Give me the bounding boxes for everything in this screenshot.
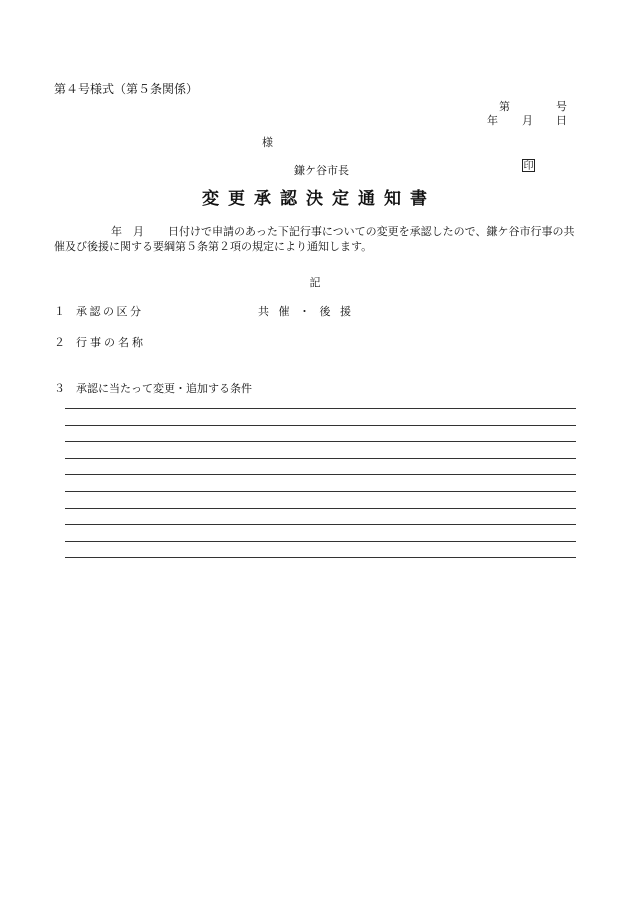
notice-body bbox=[54, 224, 580, 254]
item-label: 承認に当たって変更・追加する条件 bbox=[76, 382, 252, 395]
body-month: 月 bbox=[133, 225, 144, 238]
approval-choices: 共 催 ・ 後 援 bbox=[258, 305, 354, 318]
writing-line bbox=[65, 441, 576, 458]
doc-number-suffix: 号 bbox=[556, 100, 567, 113]
form-id: 第４号様式（第５条関係） bbox=[54, 82, 199, 96]
document-number bbox=[0, 98, 630, 112]
item-label: 承認の区分 bbox=[76, 305, 144, 318]
writing-line bbox=[65, 425, 576, 442]
seal-mark: 印 bbox=[523, 161, 534, 172]
document-title: 変更承認決定通知書 bbox=[202, 189, 436, 209]
item-conditions bbox=[54, 380, 252, 396]
item-number: ２ bbox=[54, 336, 65, 349]
doc-number-prefix: 第 bbox=[499, 100, 510, 113]
document-date bbox=[0, 112, 630, 126]
item-event-name bbox=[54, 334, 146, 350]
body-year: 年 bbox=[111, 225, 122, 238]
body-text: 日付けで申請のあった下記行事についての変更を承認したので、鎌ケ谷市行事の共催及び後援に関する要綱第５条第２項の規定により通知します。 bbox=[54, 225, 575, 253]
issuer-name: 鎌ケ谷市長 bbox=[294, 164, 349, 177]
ki-heading: 記 bbox=[309, 276, 321, 289]
writing-line bbox=[65, 557, 576, 574]
writing-line bbox=[65, 524, 576, 541]
date-year: 年 bbox=[487, 114, 498, 127]
writing-line bbox=[65, 474, 576, 491]
addressee-suffix: 様 bbox=[262, 136, 273, 149]
item-number: １ bbox=[54, 305, 65, 318]
writing-line bbox=[65, 541, 576, 558]
date-month: 月 bbox=[522, 114, 533, 127]
date-day: 日 bbox=[556, 114, 567, 127]
writing-line bbox=[65, 508, 576, 525]
item-number: ３ bbox=[54, 382, 65, 395]
writing-line bbox=[65, 491, 576, 508]
item-label: 行事の名称 bbox=[76, 336, 146, 349]
item-approval-category bbox=[54, 303, 144, 319]
conditions-writing-lines bbox=[65, 408, 576, 574]
writing-line bbox=[65, 408, 576, 425]
writing-line bbox=[65, 458, 576, 475]
